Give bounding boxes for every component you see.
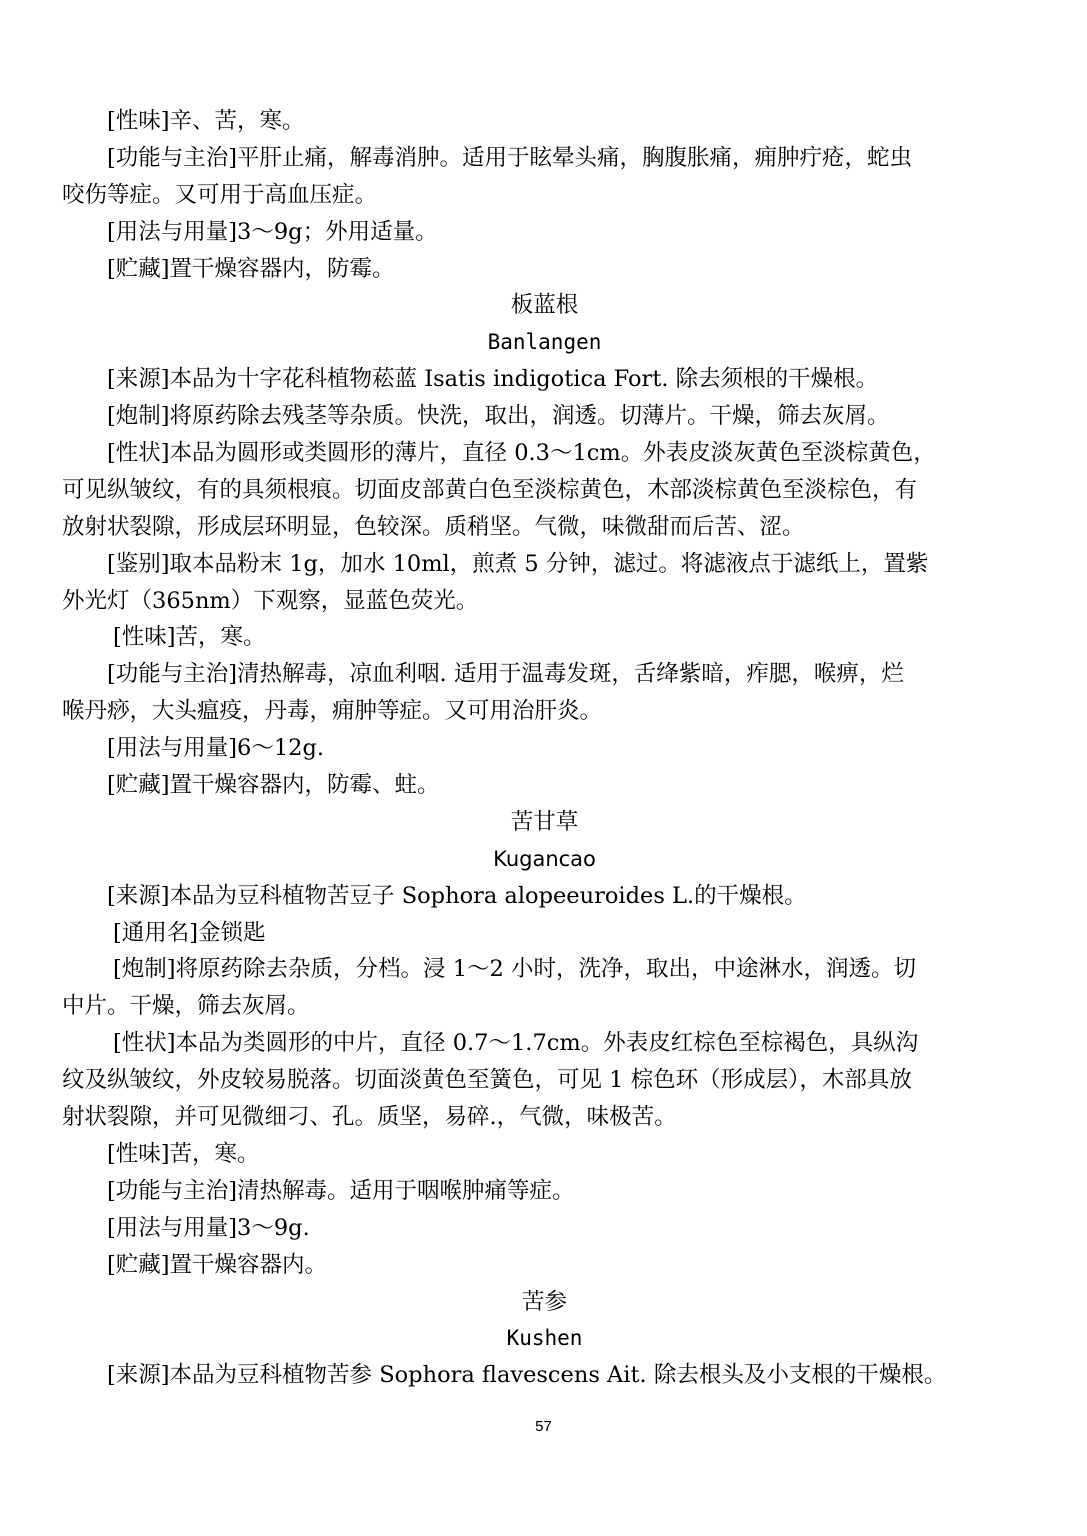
section-pinyin: Kushen xyxy=(506,1326,583,1351)
section-title: 苦参 xyxy=(521,1288,567,1315)
text-line: [贮藏]置干燥容器内，防霉、蛀。 xyxy=(107,772,440,799)
text-line: [炮制]将原药除去残茎等杂质。快洗，取出，润透。切薄片。干燥，筛去灰屑。 xyxy=(107,403,890,430)
text-line: [来源]本品为豆科植物苦豆子 Sophora alopeeuroides L.的干燥根。 xyxy=(107,882,807,909)
text-line: [用法与用量]6～12g. xyxy=(107,735,325,762)
text-line: [通用名]金锁匙 xyxy=(113,919,266,946)
section-pinyin: Banlangen xyxy=(487,330,602,355)
text-line: 外光灯（365nm）下观察，显蓝色荧光。 xyxy=(62,587,479,614)
text-line: [功能与主治]清热解毒。适用于咽喉肿痛等症。 xyxy=(107,1177,575,1204)
section-title: 苦甘草 xyxy=(510,808,579,835)
text-line: [贮藏]置干燥容器内，防霉。 xyxy=(107,255,395,282)
text-line: [来源]本品为十字花科植物菘蓝 Isatis indigotica Fort. 除去须根的干燥根。 xyxy=(107,366,879,393)
text-line: [功能与主治]清热解毒，凉血利咽. 适用于温毒发斑，舌绛紫暗，痄腮，喉痹，烂 xyxy=(107,661,904,688)
text-line: [来源]本品为豆科植物苦参 Sophora flavescens Ait. 除去根头及小支根的干燥根。 xyxy=(107,1362,947,1389)
text-line: [用法与用量]3～9g；外用适量。 xyxy=(107,218,438,245)
text-line: 纹及纵皱纹，外皮较易脱落。切面淡黄色至簧色，可见 1 棕色环（形成层），木部具放 xyxy=(62,1067,912,1094)
text-line: [性状]本品为圆形或类圆形的薄片，直径 0.3～1cm。外表皮淡灰黄色至淡棕黄色， xyxy=(107,440,936,467)
text-line: [用法与用量]3～9g. xyxy=(107,1214,310,1241)
page-number: 57 xyxy=(535,1418,552,1435)
text-line: 放射状裂隙，形成层环明显，色较深。质稍坚。气微，味微甜而后苦、涩。 xyxy=(62,513,805,540)
text-line: [性状]本品为类圆形的中片，直径 0.7～1.7cm。外表皮红棕色至棕褐色，具纵沟 xyxy=(113,1030,919,1057)
text-line: [鉴别]取本品粉末 1g，加水 10ml，煎煮 5 分钟，滤过。将滤液点于滤纸上，置紫 xyxy=(107,550,929,577)
text-line: 喉丹痧，大头瘟疫，丹毒，痈肿等症。又可用治肝炎。 xyxy=(62,698,603,725)
text-line: 中片。干燥，筛去灰屑。 xyxy=(62,993,310,1020)
text-line: 可见纵皱纹，有的具须根痕。切面皮部黄白色至淡棕黄色，木部淡棕黄色至淡棕色，有 xyxy=(62,476,918,503)
page-body xyxy=(62,103,1027,1394)
text-line: [性味]苦，寒。 xyxy=(107,1140,260,1167)
text-line: 咬伤等症。又可用于高血压症。 xyxy=(62,181,378,208)
section-title: 板蓝根 xyxy=(510,292,579,319)
section-pinyin: Kugancao xyxy=(493,846,596,871)
text-line: [炮制]将原药除去杂质，分档。浸 1～2 小时，洗净，取出，中途淋水，润透。切 xyxy=(113,956,916,983)
text-line: [功能与主治]平肝止痛，解毒消肿。适用于眩晕头痛，胸腹胀痛，痈肿疔疮，蛇虫 xyxy=(107,144,913,171)
text-line: [性味]辛、苦，寒。 xyxy=(107,108,305,134)
text-line: [性味]苦，寒。 xyxy=(113,624,266,651)
text-line: [贮藏]置干燥容器内。 xyxy=(107,1251,328,1278)
text-line: 射状裂隙，并可见微细刁、孔。质坚，易碎.，气微，味极苦。 xyxy=(62,1104,677,1131)
